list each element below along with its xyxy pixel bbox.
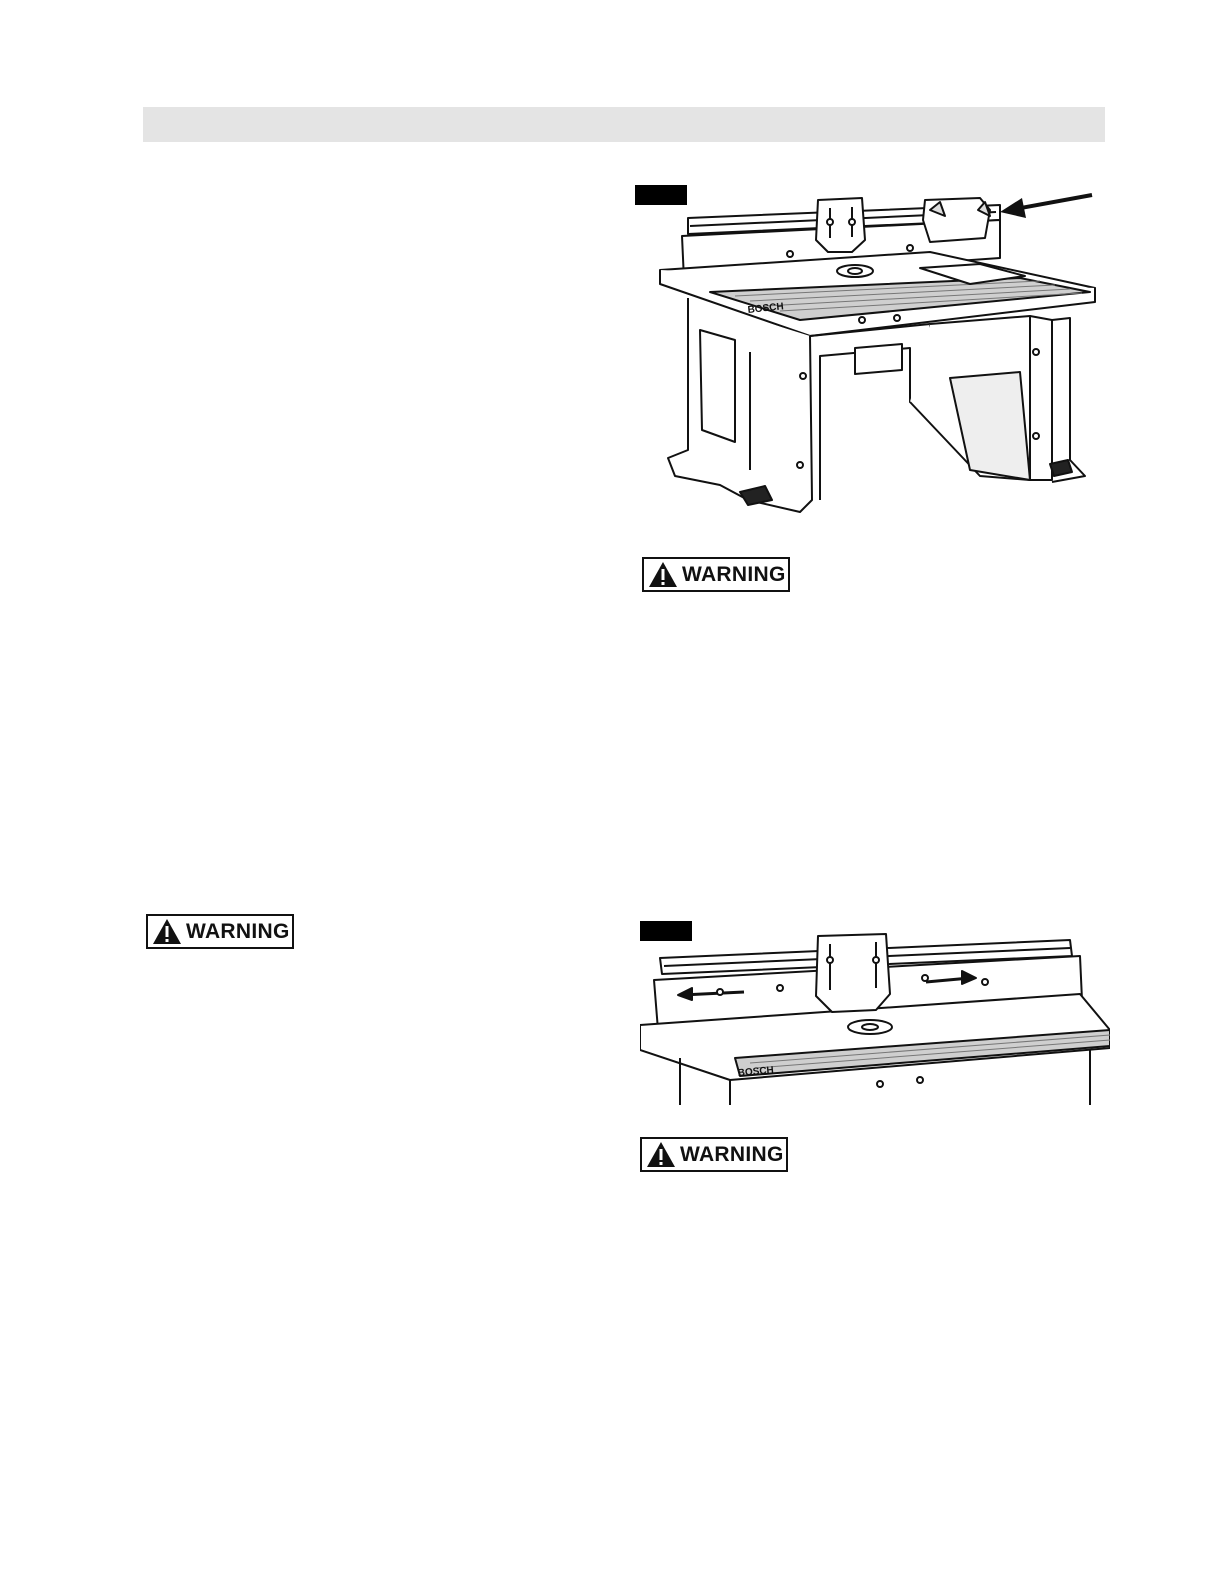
section-header-bar [143,107,1105,142]
alert-triangle-icon [646,1141,676,1168]
router-table-illustration [640,180,1110,525]
warning-text: WARNING [682,563,786,586]
warning-label-left [146,914,294,949]
fence-closeup-illustration [640,930,1110,1110]
warning-text: WARNING [186,920,290,943]
warning-label-right-bottom [640,1137,788,1172]
warning-label-right-top [642,557,790,592]
alert-triangle-icon [648,561,678,588]
warning-text: WARNING [680,1143,784,1166]
alert-triangle-icon [152,918,182,945]
pointing-arrow-icon [1000,195,1092,218]
brand-mark-bottom: BOSCH [737,1064,775,1079]
brand-mark-top: BOSCH [747,301,785,316]
